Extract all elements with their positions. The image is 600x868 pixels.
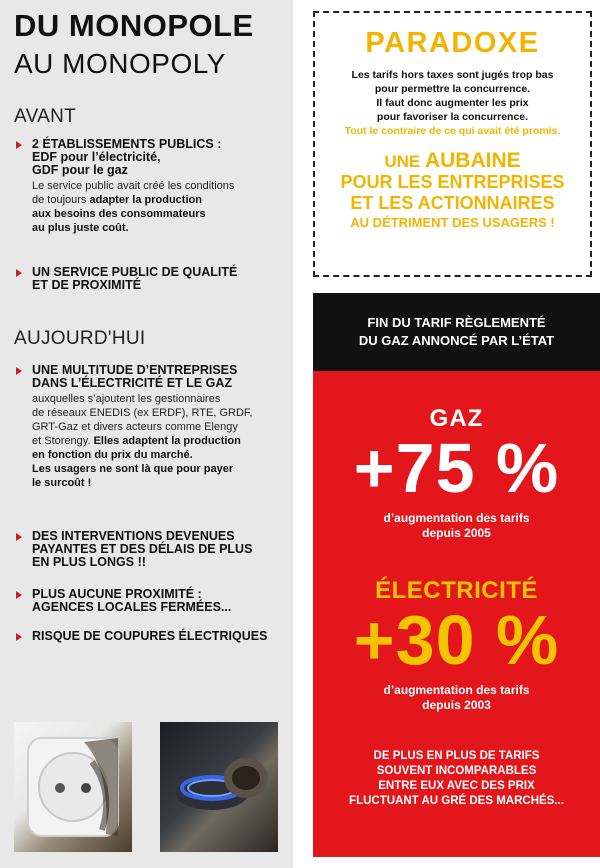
- bullet-triangle-icon: [16, 269, 22, 277]
- section-heading-aujourdhui: AUJOURD'HUI: [14, 328, 146, 349]
- bullet-triangle-icon: [16, 533, 22, 541]
- item-bold-fragment: Les usagers ne sont là que pour payer: [32, 463, 234, 475]
- gaz-label: GAZ: [429, 405, 484, 432]
- gas-burner-photo: [160, 722, 278, 852]
- paradoxe-line: pour favoriser la concurrence.: [376, 111, 529, 123]
- title-line-1: DU MONOPOLE: [14, 8, 254, 43]
- aubaine-prefix: UNE: [384, 152, 425, 171]
- banner-line: FIN DU TARIF RÈGLEMENTÉ: [367, 315, 546, 330]
- item-text-line: Le service public avait créé les conditions: [32, 180, 235, 192]
- item-text-line: [32, 221, 286, 235]
- item-text-fragment: de toujours: [32, 194, 90, 206]
- gaz-percentage: +75 %: [353, 429, 560, 507]
- paradoxe-line: Il faut donc augmenter les prix: [376, 97, 529, 109]
- electricite-percentage: +30 %: [353, 601, 560, 679]
- item-bold-fragment: Elles adaptent la production: [93, 435, 241, 447]
- bullet-triangle-icon: [16, 367, 22, 375]
- item-text-block: [32, 179, 286, 235]
- electricite-caption: [313, 683, 600, 713]
- item-bold-line: DANS L’ÉLECTRICITÉ ET LE GAZ: [32, 376, 233, 390]
- item-text-line: [32, 434, 286, 448]
- aubaine-line: [315, 150, 590, 172]
- item-bold-fragment: aux besoins des consommateurs: [32, 208, 206, 220]
- item-bold-line: PAYANTES ET DES DÉLAIS DE PLUS: [32, 542, 253, 556]
- aubaine-line: POUR LES ENTREPRISES: [340, 172, 565, 192]
- item-text-line: [32, 448, 286, 462]
- item-bold-line: GDF pour le gaz: [32, 163, 128, 177]
- bullet-triangle-icon: [16, 141, 22, 149]
- closing-line: SOUVENT INCOMPARABLES: [376, 765, 537, 777]
- caption-line: depuis 2005: [422, 526, 491, 540]
- banner-line: DU GAZ ANNONCÉ PAR L’ÉTAT: [358, 333, 555, 348]
- list-item-plus-aucune-proximite: [14, 588, 286, 614]
- closing-line: ENTRE EUX AVEC DES PRIX: [378, 780, 535, 792]
- item-bold-line: ET DE PROXIMITÉ: [32, 278, 142, 292]
- item-bold-line: AGENCES LOCALES FERMÉES...: [32, 600, 232, 614]
- item-bold-fragment: au plus juste coût.: [32, 222, 129, 234]
- caption-line: depuis 2003: [422, 698, 491, 712]
- price-increase-panel: [313, 371, 600, 857]
- section-heading-avant: AVANT: [14, 106, 77, 127]
- item-text-line: GRT-Gaz et divers acteurs comme Elengy: [32, 421, 238, 433]
- item-text-line: [32, 193, 286, 207]
- closing-statement: [313, 749, 600, 809]
- item-bold-line: DES INTERVENTIONS DEVENUES: [32, 529, 235, 543]
- caption-line: d’augmentation des tarifs: [383, 683, 530, 697]
- item-text-block: [32, 392, 286, 490]
- list-item-interventions-payantes: [14, 530, 286, 569]
- burnt-socket-photo: [14, 722, 132, 852]
- item-bold-fragment: adapter la production: [89, 194, 202, 206]
- tarif-reglemente-banner: [313, 293, 600, 371]
- item-bold-fragment: en fonction du prix du marché.: [32, 449, 193, 461]
- electricite-label: ÉLECTRICITÉ: [375, 577, 538, 604]
- list-item-service-public: [14, 266, 286, 292]
- list-item-risque-coupures: [14, 630, 286, 643]
- aubaine-line: AU DÉTRIMENT DES USAGERS !: [350, 215, 555, 230]
- gaz-caption: [313, 511, 600, 541]
- aubaine-line: ET LES ACTIONNAIRES: [350, 193, 555, 213]
- item-bold-line: RISQUE DE COUPURES ÉLECTRIQUES: [32, 629, 268, 643]
- paradoxe-line: pour permettre la concurrence.: [374, 83, 531, 95]
- item-bold-line: EDF pour l’électricité,: [32, 150, 161, 164]
- left-column: [0, 0, 293, 868]
- item-bold-line: PLUS AUCUNE PROXIMITÉ :: [32, 587, 202, 601]
- list-item-multitude-entreprises: [14, 364, 286, 490]
- paradoxe-line: Les tarifs hors taxes sont jugés trop bas: [351, 69, 554, 81]
- bullet-triangle-icon: [16, 633, 22, 641]
- item-text-line: [32, 207, 286, 221]
- item-text-line: de réseaux ENEDIS (ex ERDF), RTE, GRDF,: [32, 407, 253, 419]
- list-item-etablissements-publics: [14, 138, 286, 235]
- item-text-line: [32, 462, 286, 476]
- aubaine-block: [315, 150, 590, 232]
- paradoxe-title: PARADOXE: [365, 27, 540, 59]
- item-bold-line: 2 ÉTABLISSEMENTS PUBLICS :: [32, 137, 222, 151]
- item-bold-line: UN SERVICE PUBLIC DE QUALITÉ: [32, 265, 238, 279]
- paradoxe-box: [313, 11, 592, 277]
- item-bold-line: EN PLUS LONGS !!: [32, 555, 146, 569]
- paradoxe-body: [315, 68, 590, 138]
- item-text-line: [32, 476, 286, 490]
- title-line-2: AU MONOPOLY: [14, 48, 226, 79]
- bullet-triangle-icon: [16, 591, 22, 599]
- aubaine-word: AUBAINE: [424, 149, 521, 172]
- closing-line: DE PLUS EN PLUS DE TARIFS: [373, 750, 540, 762]
- item-bold-fragment: le surcoût !: [32, 477, 92, 489]
- closing-line: FLUCTUANT AU GRÉ DES MARCHÉS...: [349, 795, 564, 807]
- item-text-line: auxquelles s’ajoutent les gestionnaires: [32, 393, 221, 405]
- item-bold-line: UNE MULTITUDE D’ENTREPRISES: [32, 363, 238, 377]
- paradoxe-line-highlight: Tout le contraire de ce qui avait été promis.: [344, 125, 561, 137]
- item-text-fragment: et Storengy.: [32, 435, 94, 447]
- caption-line: d’augmentation des tarifs: [383, 511, 530, 525]
